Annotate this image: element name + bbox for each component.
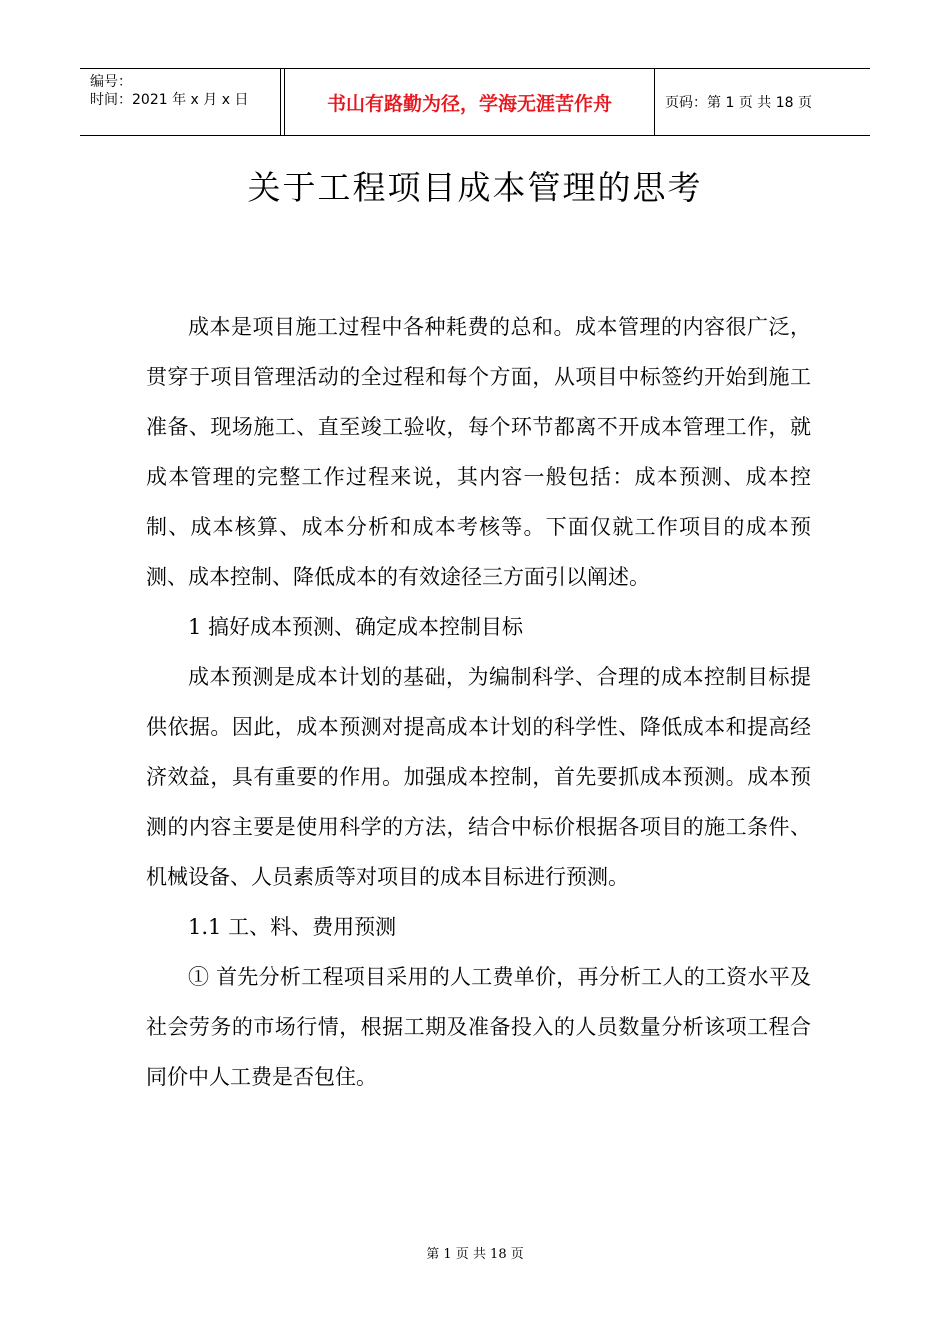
header-motto: 书山有路勤为径，学海无涯苦作舟: [284, 69, 655, 135]
page-header: [80, 68, 870, 136]
section-heading: 1 搞好成本预测、确定成本控制目标: [188, 615, 524, 639]
document-body: [146, 302, 811, 1102]
paragraph: 成本是项目施工过程中各种耗费的总和。成本管理的内容很广泛，贯穿于项目管理活动的全过程和每个方面，从项目中标签约开始到施工准备、现场施工、直至竣工验收，每个环节都离不开成本管理工作，就成本管理的完整工作过程来说，其内容一般包括：成本预测、成本控制、成本核算、成本分析和成本考核等。下面仅就工作项目的成本预测、成本控制、降低成本的有效途径三方面引以阐述。: [146, 315, 811, 589]
document-date-label: 时间：2021 年 x 月 x 日: [90, 92, 249, 108]
paragraph: ① 首先分析工程项目采用的人工费单价，再分析工人的工资水平及社会劳务的市场行情，根据工期及准备投入的人员数量分析该项工程合同价中人工费是否包住。: [146, 965, 811, 1089]
header-page-info: 页码：第 1 页 共 18 页: [665, 95, 812, 111]
subsection-heading: 1.1 工、料、费用预测: [188, 915, 397, 939]
document-number-label: 编号：: [90, 74, 132, 90]
paragraph: 成本预测是成本计划的基础，为编制科学、合理的成本控制目标提供依据。因此，成本预测对提高成本计划的科学性、降低成本和提高经济效益，具有重要的作用。加强成本控制，首先要抓成本预测。成本预测的内容主要是使用科学的方法，结合中标价根据各项目的施工条件、机械设备、人员素质等对项目的成本目标进行预测。: [146, 665, 811, 889]
header-meta: [80, 69, 281, 135]
page-footer: 第 1 页 共 18 页: [426, 1247, 524, 1262]
document-title: 关于工程项目成本管理的思考: [247, 168, 703, 207]
